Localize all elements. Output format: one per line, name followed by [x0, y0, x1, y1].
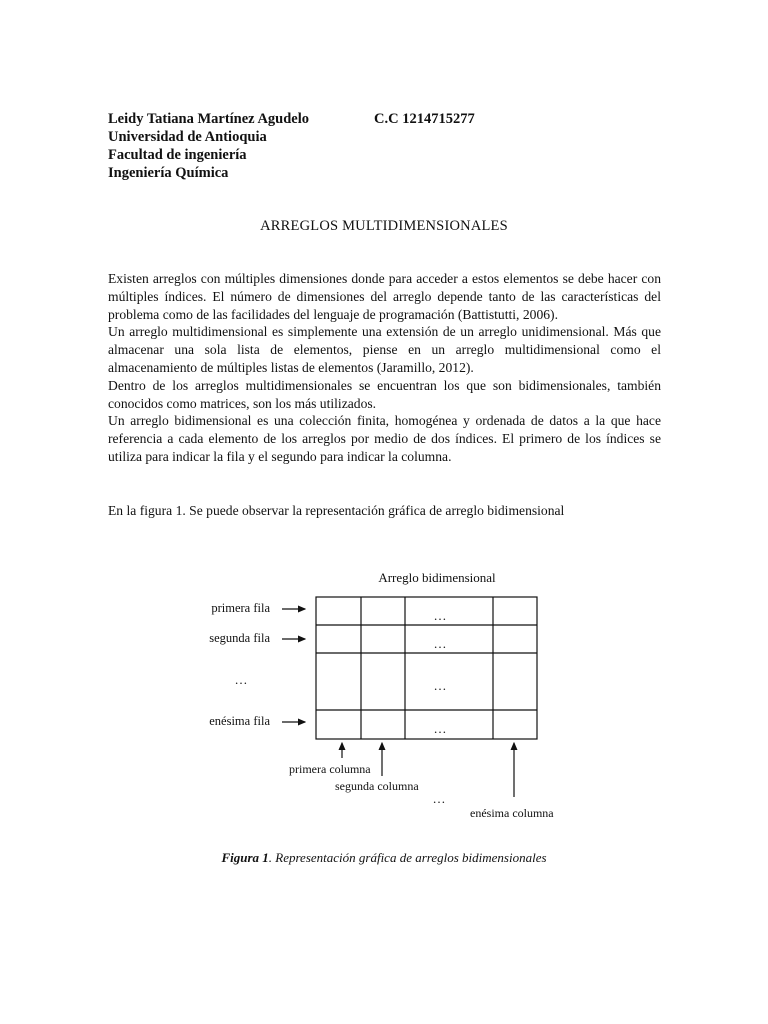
cell-ellipsis: …	[433, 678, 447, 693]
caption-label: Figura 1	[221, 850, 269, 865]
col-label-nth: enésima columna	[470, 806, 554, 820]
program-name: Ingeniería Química	[108, 165, 229, 181]
paragraph: Un arreglo multidimensional es simplemente una extensión de un arreglo unidimensional. Más que almacenar una sola lista de elementos, piense en un arreglo multidimensional como el almacenamiento de múltiples listas de elementos (Jaramillo, 2012).	[108, 324, 661, 375]
figure-intro: En la figura 1. Se puede observar la representación gráfica de arreglo bidimensional	[108, 503, 565, 518]
row-label-first: primera fila	[211, 601, 270, 615]
col-label-second: segunda columna	[335, 779, 419, 793]
document-title: ARREGLOS MULTIDIMENSIONALES	[260, 218, 508, 234]
caption-text: . Representación gráfica de arreglos bidimensionales	[268, 850, 547, 865]
cell-ellipsis: …	[433, 608, 447, 623]
array-grid	[316, 597, 537, 739]
author-id-number: C.C 1214715277	[374, 111, 475, 127]
author-name: Leidy Tatiana Martínez Agudelo	[108, 111, 310, 127]
col-label-ellipsis: …	[432, 791, 446, 806]
paragraph: Un arreglo bidimensional es una colección finita, homogénea y ordenada de datos a la que hace referencia a cada elemento de los arreglos por medio de dos índices. El primero de los índices se utiliza para indicar la fila y el segundo para indicar la columna.	[108, 413, 661, 464]
diagram-title: Arreglo bidimensional	[378, 570, 496, 585]
cell-ellipsis: …	[433, 636, 447, 651]
row-label-second: segunda fila	[209, 631, 270, 645]
faculty-name: Facultad de ingeniería	[108, 147, 247, 163]
paragraph: Existen arreglos con múltiples dimensiones donde para acceder a estos elementos se debe hacer con múltiples índices. El número de dimensiones del arreglo depende tanto de las características del problema como de las facilidades del lenguaje de programación (Battistutti, 2006).	[108, 271, 661, 322]
cell-ellipsis: …	[433, 721, 447, 736]
figure-caption	[0, 849, 768, 867]
row-label-ellipsis: …	[234, 672, 248, 687]
grid-border	[316, 597, 537, 739]
paragraph: Dentro de los arreglos multidimensionales se encuentran los que son bidimensionales, también conocidos como matrices, son los más utilizados.	[108, 377, 661, 411]
row-label-nth: enésima fila	[209, 714, 270, 728]
col-label-first: primera columna	[289, 762, 371, 776]
university-name: Universidad de Antioquia	[108, 129, 267, 145]
